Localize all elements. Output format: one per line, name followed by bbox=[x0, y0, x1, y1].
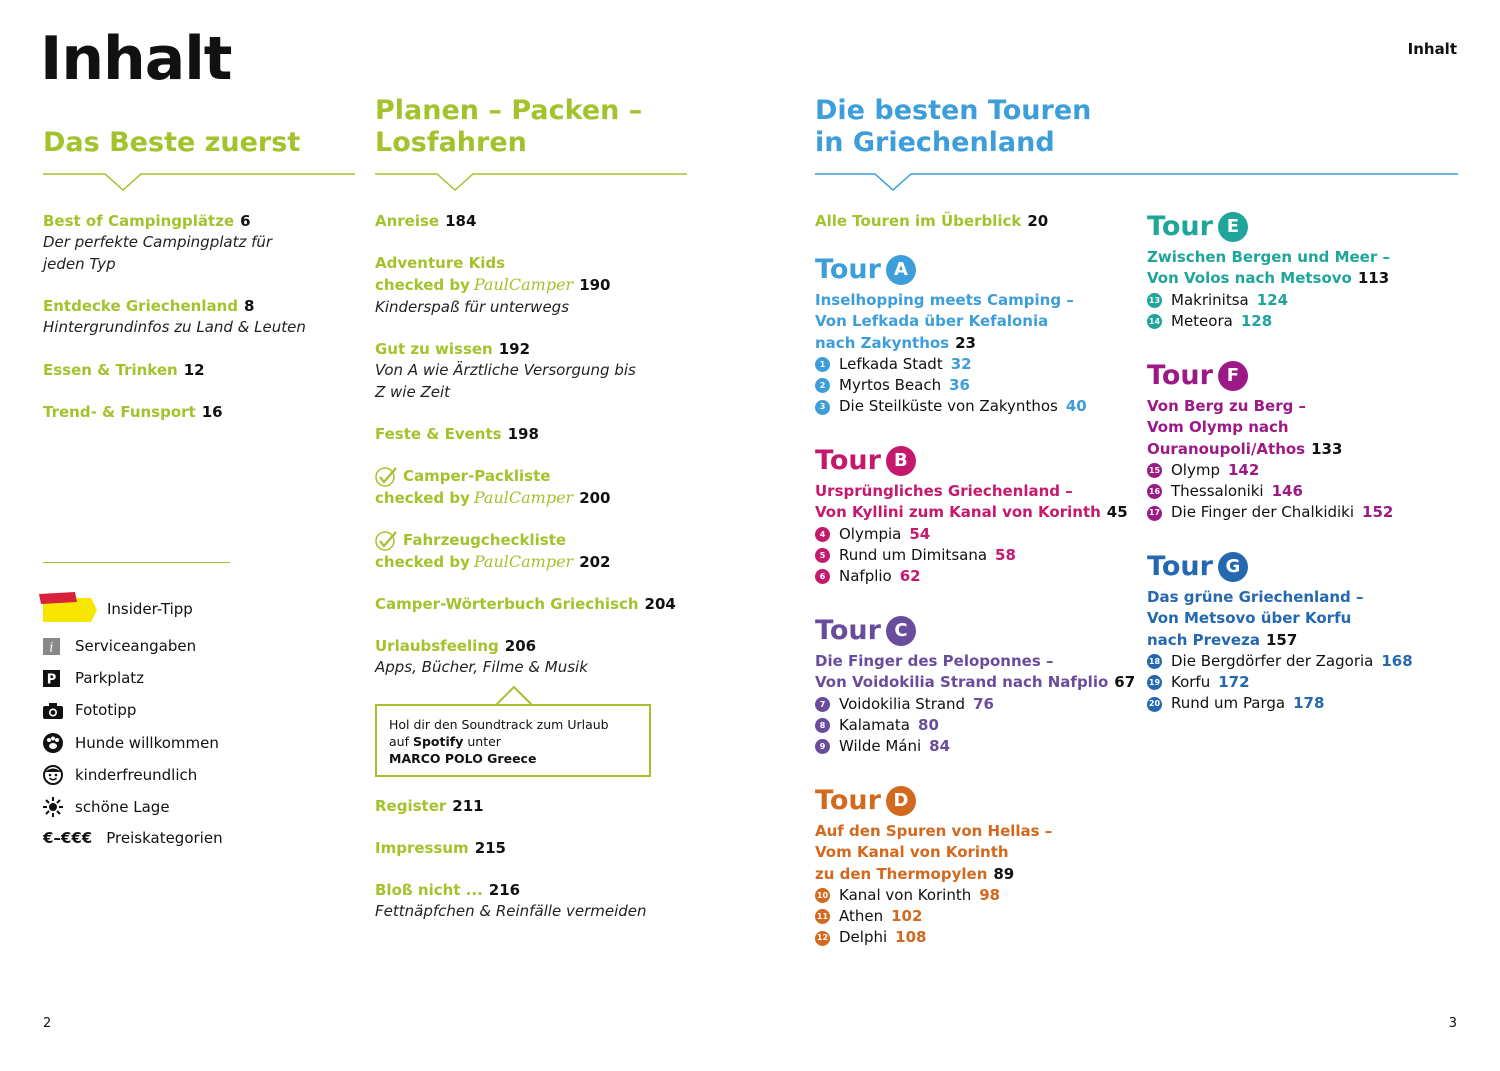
stop-number-badge: 8 bbox=[815, 718, 830, 733]
stop-page: 178 bbox=[1293, 694, 1325, 713]
toc-entry-griechenland[interactable]: Entdecke Griechenland 8 Hintergrundinfos zu Land & Leuten bbox=[43, 297, 306, 337]
page-title: Inhalt bbox=[40, 24, 232, 94]
toc-entry-feste[interactable]: Feste & Events 198 bbox=[375, 425, 539, 443]
svg-text:i: i bbox=[49, 640, 54, 655]
tour-letter-badge: E bbox=[1218, 212, 1248, 242]
tour-a[interactable] bbox=[815, 254, 1087, 418]
tour-f[interactable] bbox=[1147, 360, 1393, 524]
tour-title-line: Auf den Spuren von Hellas – bbox=[815, 822, 1053, 840]
page-number-left: 2 bbox=[43, 1016, 52, 1031]
legend-price: €–€€€ Preiskategorien bbox=[43, 829, 223, 847]
tour-stop[interactable] bbox=[815, 566, 1128, 587]
tour-title-line: Ouranoupoli/Athos bbox=[1147, 439, 1306, 458]
toc-entry-adventure-kids[interactable]: Adventure Kids checked by PaulCamper 190 Kinderspaß für unterwegs bbox=[375, 254, 611, 316]
paulcamper-logo: PaulCamper bbox=[473, 275, 574, 295]
legend-kids: kinderfreundlich bbox=[43, 765, 197, 785]
tour-title-line: Von Voidokilia Strand nach Nafplio bbox=[815, 673, 1109, 692]
stop-page: 146 bbox=[1271, 482, 1303, 501]
checkmark-icon bbox=[375, 467, 399, 487]
stop-name: Kanal von Korinth bbox=[839, 885, 972, 904]
stop-number-badge: 7 bbox=[815, 697, 830, 712]
tour-stop[interactable] bbox=[815, 906, 1052, 927]
tour-title-line: nach Preveza bbox=[1147, 630, 1260, 649]
stop-name: Die Finger der Chalkidiki bbox=[1171, 503, 1355, 522]
tour-letter-badge: A bbox=[886, 255, 916, 285]
tour-stop[interactable] bbox=[1147, 290, 1390, 311]
stop-number-badge: 14 bbox=[1147, 314, 1162, 329]
tour-heading: Tour G bbox=[1147, 551, 1413, 583]
tour-letter-badge: F bbox=[1218, 361, 1248, 391]
stop-name: Thessaloniki bbox=[1171, 482, 1264, 501]
page-number-right: 3 bbox=[1448, 1016, 1457, 1031]
stop-number-badge: 15 bbox=[1147, 463, 1162, 478]
stop-page: 80 bbox=[918, 715, 939, 734]
running-head: Inhalt bbox=[1407, 40, 1457, 58]
tour-stop[interactable] bbox=[815, 524, 1128, 545]
tour-heading: Tour D bbox=[815, 785, 1052, 817]
stop-number-badge: 11 bbox=[815, 909, 830, 924]
stop-page: 62 bbox=[899, 567, 921, 586]
tour-page: 157 bbox=[1265, 630, 1298, 649]
stop-number-badge: 16 bbox=[1147, 484, 1162, 499]
stop-name: Olymp bbox=[1171, 460, 1220, 479]
section-title-planen: Planen – Packen – Losfahren bbox=[375, 95, 643, 158]
stop-page: 108 bbox=[895, 928, 927, 947]
stop-page: 32 bbox=[950, 354, 972, 373]
tour-title-line: Ursprüngliches Griechenland – bbox=[815, 482, 1073, 500]
toc-entry-anreise[interactable]: Anreise 184 bbox=[375, 212, 477, 230]
toc-entry-essen[interactable]: Essen & Trinken 12 bbox=[43, 361, 205, 379]
toc-entry-impressum[interactable]: Impressum 215 bbox=[375, 839, 506, 857]
stop-page: 76 bbox=[973, 694, 994, 713]
stop-page: 58 bbox=[995, 545, 1016, 564]
tour-title-line: Zwischen Bergen und Meer – bbox=[1147, 248, 1390, 266]
parking-icon bbox=[43, 670, 60, 687]
legend-photo: Fototipp bbox=[43, 701, 136, 719]
stop-name: Rund um Dimitsana bbox=[839, 545, 988, 564]
toc-entry-packliste[interactable]: Camper-Packliste checked by PaulCamper 200 bbox=[375, 467, 611, 508]
legend-parking: P Parkplatz bbox=[43, 669, 144, 687]
section-divider bbox=[43, 168, 355, 194]
tour-d[interactable] bbox=[815, 785, 1052, 949]
tour-letter-badge: D bbox=[886, 786, 916, 816]
stop-page: 98 bbox=[979, 885, 1001, 904]
stop-number-badge: 9 bbox=[815, 739, 830, 754]
tour-title-line: Von Volos nach Metsovo bbox=[1147, 269, 1352, 288]
tour-stop[interactable] bbox=[1147, 481, 1393, 502]
toc-entry-register[interactable]: Register 211 bbox=[375, 797, 484, 815]
info-icon bbox=[43, 638, 60, 655]
stop-name: Delphi bbox=[839, 928, 888, 947]
paw-icon bbox=[43, 733, 63, 753]
stop-number-badge: 2 bbox=[815, 378, 830, 393]
stop-page: 84 bbox=[929, 737, 951, 756]
toc-entry-urlaubsfeeling[interactable]: Urlaubsfeeling 206 Apps, Bücher, Filme & Musik bbox=[375, 637, 588, 677]
stop-number-badge: 4 bbox=[815, 527, 830, 542]
stop-page: 36 bbox=[949, 376, 970, 395]
child-face-icon bbox=[43, 765, 63, 785]
tour-title-line: Von Metsovo über Korfu bbox=[1147, 609, 1352, 628]
tour-stop[interactable] bbox=[1147, 693, 1413, 714]
tour-heading: Tour E bbox=[1147, 211, 1390, 243]
legend-dogs: Hunde willkommen bbox=[43, 733, 219, 753]
stop-number-badge: 18 bbox=[1147, 654, 1162, 669]
tour-stop[interactable] bbox=[815, 375, 1087, 396]
tour-title-line: Vom Kanal von Korinth bbox=[815, 843, 1009, 862]
tour-heading: Tour A bbox=[815, 254, 1087, 286]
paulcamper-logo: PaulCamper bbox=[473, 488, 574, 508]
tour-stop[interactable] bbox=[815, 736, 1135, 757]
tour-title-line: Inselhopping meets Camping – bbox=[815, 291, 1074, 309]
stop-number-badge: 13 bbox=[1147, 293, 1162, 308]
stop-number-badge: 6 bbox=[815, 569, 830, 584]
tour-stop[interactable] bbox=[1147, 311, 1390, 332]
tour-title-line: Das grüne Griechenland – bbox=[1147, 588, 1364, 606]
stop-number-badge: 12 bbox=[815, 931, 830, 946]
tour-stop[interactable] bbox=[815, 354, 1087, 375]
tour-heading: Tour C bbox=[815, 615, 1135, 647]
tour-stop[interactable] bbox=[815, 545, 1128, 566]
stop-name: Athen bbox=[839, 907, 884, 926]
price-symbol: €–€€€ bbox=[43, 829, 93, 847]
stop-name: Lefkada Stadt bbox=[839, 354, 943, 373]
tour-title-line: zu den Thermopylen bbox=[815, 864, 988, 883]
stop-name: Korfu bbox=[1171, 673, 1211, 692]
stop-page: 142 bbox=[1227, 460, 1260, 479]
tour-stop[interactable] bbox=[1147, 651, 1413, 672]
legend-divider bbox=[43, 562, 230, 563]
tour-page: 23 bbox=[955, 333, 976, 352]
tour-g[interactable] bbox=[1147, 551, 1413, 715]
stop-name: Makrinitsa bbox=[1171, 290, 1249, 309]
stop-number-badge: 5 bbox=[815, 548, 830, 563]
stop-name: Nafplio bbox=[839, 567, 892, 586]
stop-number-badge: 1 bbox=[815, 357, 830, 372]
tour-title-line: nach Zakynthos bbox=[815, 333, 950, 352]
sun-icon bbox=[43, 797, 63, 817]
stop-name: Rund um Parga bbox=[1171, 694, 1286, 713]
box-pointer bbox=[496, 686, 532, 706]
stop-page: 152 bbox=[1362, 503, 1394, 522]
insider-tip-icon bbox=[39, 592, 99, 626]
tour-page: 67 bbox=[1114, 673, 1136, 692]
tour-e[interactable] bbox=[1147, 211, 1390, 332]
spotify-link[interactable]: Spotify bbox=[412, 734, 464, 749]
stop-number-badge: 17 bbox=[1147, 506, 1162, 521]
stop-name: Wilde Máni bbox=[839, 737, 922, 756]
legend-service: i Serviceangaben bbox=[43, 637, 196, 655]
tour-stop[interactable] bbox=[815, 715, 1135, 736]
tour-stop[interactable] bbox=[1147, 502, 1393, 523]
toc-entry-gut-zu-wissen[interactable]: Gut zu wissen 192 Von A wie Ärztliche Versorgung bis Z wie Zeit bbox=[375, 340, 636, 401]
toc-entry-funsport[interactable]: Trend- & Funsport 16 bbox=[43, 403, 223, 421]
section-title-beste: Das Beste zuerst bbox=[43, 127, 301, 158]
tour-b[interactable] bbox=[815, 445, 1128, 587]
stop-name: Myrtos Beach bbox=[839, 376, 942, 395]
stop-name: Olympia bbox=[839, 524, 902, 543]
stop-page: 172 bbox=[1218, 673, 1250, 692]
svg-text:P: P bbox=[46, 672, 57, 687]
tour-letter-badge: G bbox=[1218, 552, 1248, 582]
tour-title-line: Von Berg zu Berg – bbox=[1147, 397, 1307, 415]
stop-page: 128 bbox=[1240, 311, 1273, 330]
tour-page: 133 bbox=[1311, 439, 1343, 458]
camera-icon bbox=[43, 702, 63, 719]
tour-stop[interactable] bbox=[815, 927, 1052, 948]
tour-c[interactable] bbox=[815, 615, 1135, 757]
paulcamper-logo: PaulCamper bbox=[473, 552, 574, 572]
stop-number-badge: 3 bbox=[815, 400, 830, 415]
tour-page: 45 bbox=[1106, 503, 1128, 522]
stop-page: 124 bbox=[1256, 290, 1289, 309]
tour-title-line: Die Finger des Peloponnes – bbox=[815, 652, 1054, 670]
stop-name: Kalamata bbox=[839, 715, 911, 734]
tour-title-line: Vom Olymp nach bbox=[1147, 418, 1289, 437]
toc-entry-fahrzeugcheckliste[interactable]: Fahrzeugcheckliste checked by PaulCamper 202 bbox=[375, 531, 611, 572]
tour-heading: Tour B bbox=[815, 445, 1128, 477]
tour-stop[interactable] bbox=[815, 885, 1052, 906]
legend-location: schöne Lage bbox=[43, 797, 170, 817]
stop-number-badge: 10 bbox=[815, 888, 830, 903]
toc-entry-woerterbuch[interactable]: Camper-Wörterbuch Griechisch 204 bbox=[375, 595, 676, 613]
tour-title-line: Von Lefkada über Kefalonia bbox=[815, 312, 1049, 331]
stop-name: Die Steilküste von Zakynthos bbox=[839, 397, 1058, 416]
stop-number-badge: 20 bbox=[1147, 697, 1162, 712]
section-divider bbox=[815, 168, 1458, 194]
stop-number-badge: 19 bbox=[1147, 675, 1162, 690]
stop-page: 54 bbox=[909, 524, 931, 543]
toc-entry-campingplaetze[interactable]: Best of Campingplätze 6 Der perfekte Campingplatz für jeden Typ bbox=[43, 212, 273, 273]
stop-page: 102 bbox=[891, 907, 923, 926]
tour-stop[interactable] bbox=[1147, 460, 1393, 481]
tour-page: 113 bbox=[1357, 269, 1390, 288]
toc-entry-tour-overview[interactable]: Alle Touren im Überblick 20 bbox=[815, 212, 1049, 230]
legend-insider: Insider-Tipp bbox=[43, 592, 193, 626]
section-divider bbox=[375, 168, 687, 194]
stop-page: 40 bbox=[1065, 397, 1087, 416]
tour-page: 89 bbox=[993, 864, 1015, 883]
spotify-box: Hol dir den Soundtrack zum Urlaub auf Spotify unter MARCO POLO Greece bbox=[375, 704, 651, 777]
tour-stop[interactable] bbox=[815, 396, 1087, 417]
tour-stop[interactable] bbox=[1147, 672, 1413, 693]
tour-stop[interactable] bbox=[815, 694, 1135, 715]
stop-name: Die Bergdörfer der Zagoria bbox=[1171, 651, 1374, 670]
tour-letter-badge: B bbox=[886, 446, 916, 476]
tour-heading: Tour F bbox=[1147, 360, 1393, 392]
stop-name: Voidokilia Strand bbox=[839, 694, 966, 713]
toc-entry-bloss-nicht[interactable]: Bloß nicht ... 216 Fettnäpfchen & Reinfälle vermeiden bbox=[375, 881, 647, 921]
tour-title-line: Von Kyllini zum Kanal von Korinth bbox=[815, 503, 1101, 522]
tour-letter-badge: C bbox=[886, 616, 916, 646]
stop-page: 168 bbox=[1381, 651, 1413, 670]
section-title-touren: Die besten Touren in Griechenland bbox=[815, 95, 1092, 158]
checkmark-icon bbox=[375, 531, 399, 551]
stop-name: Meteora bbox=[1171, 311, 1233, 330]
